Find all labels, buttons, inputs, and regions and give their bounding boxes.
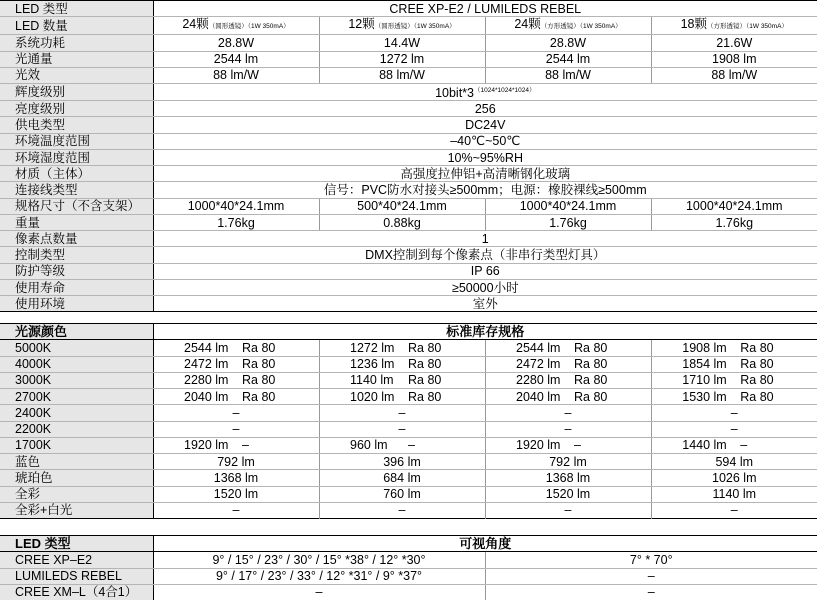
- color-row: [0, 502, 817, 518]
- color-value: [651, 356, 817, 372]
- row-label: 使用寿命: [0, 279, 153, 295]
- color-value: 1520 lm: [485, 486, 651, 502]
- row-label: 2400K: [0, 405, 153, 421]
- flux-pair: [682, 341, 786, 355]
- spec-value-text: 256: [474, 101, 496, 116]
- flux-value: 960 lm: [350, 438, 388, 453]
- color-value: –: [153, 405, 319, 421]
- row-label: 供电类型: [0, 117, 153, 133]
- row-label: LED 类型: [0, 1, 153, 17]
- spec-value-text: 高强度拉伸铝+高清晰钢化玻璃: [400, 166, 571, 181]
- ra-value: Ra 80: [740, 389, 774, 404]
- spec-row-power: [0, 35, 817, 51]
- flux-value: 2544 lm: [184, 340, 229, 355]
- color-row: [0, 372, 817, 388]
- flux-pair: [184, 357, 288, 371]
- color-value: –: [730, 503, 738, 518]
- color-row: [0, 340, 817, 356]
- color-value: [319, 437, 485, 453]
- flux-pair: [350, 373, 454, 387]
- spec-value-text: 10%~95%RH: [447, 150, 523, 165]
- color-value: [651, 372, 817, 388]
- color-value: [485, 437, 651, 453]
- row-label: 光通量: [0, 51, 153, 67]
- color-value: 684 lm: [319, 470, 485, 486]
- color-value: [153, 372, 319, 388]
- flux-value: 2280 lm: [516, 373, 561, 388]
- color-table: [0, 323, 817, 519]
- angle-left: 9° / 17° / 23° / 33° / 12° *31° / 9° *37°: [153, 568, 485, 584]
- spec-row-life: [0, 279, 817, 295]
- color-value: 760 lm: [319, 486, 485, 502]
- flux-pair: [682, 390, 786, 404]
- color-row: [0, 454, 817, 470]
- color-value: [651, 437, 817, 453]
- spec-value: [153, 84, 817, 101]
- angle-right: 7° * 70°: [485, 552, 817, 568]
- color-value: 1026 lm: [651, 470, 817, 486]
- row-label: 全彩+白光: [0, 502, 153, 518]
- row-label: 2700K: [0, 389, 153, 405]
- spec-row-pixels: [0, 231, 817, 247]
- spec-value: 14.4W: [319, 35, 485, 51]
- color-value: [485, 389, 651, 405]
- ra-value: Ra 80: [574, 373, 608, 388]
- spec-row-humidity: [0, 149, 817, 165]
- color-value: 1368 lm: [153, 470, 319, 486]
- color-value: [153, 340, 319, 356]
- flux-pair: [184, 438, 288, 452]
- flux-pair: [516, 390, 620, 404]
- row-label: 系统功耗: [0, 35, 153, 51]
- flux-value: 2280 lm: [184, 373, 229, 388]
- flux-pair: [516, 357, 620, 371]
- flux-value: 1440 lm: [682, 438, 727, 453]
- row-label: 蓝色: [0, 454, 153, 470]
- ra-value: Ra 80: [242, 340, 276, 355]
- spec-value: [153, 1, 817, 17]
- color-value: [319, 389, 485, 405]
- ra-value: –: [740, 438, 748, 453]
- spec-value: [153, 117, 817, 133]
- color-value: –: [651, 421, 817, 437]
- spec-row-supply: [0, 117, 817, 133]
- led-count-cell: [319, 17, 485, 35]
- flux-value: 1020 lm: [350, 389, 395, 404]
- color-header-row: [0, 324, 817, 340]
- row-label: 防护等级: [0, 263, 153, 279]
- row-label: 连接线类型: [0, 182, 153, 198]
- flux-pair: [350, 438, 454, 452]
- spec-value: 0.88kg: [319, 214, 485, 230]
- spec-value: 1000*40*24.1mm: [485, 198, 651, 214]
- color-value: [485, 356, 651, 372]
- ra-value: –: [242, 438, 249, 453]
- flux-value: 2040 lm: [184, 389, 229, 404]
- ra-value: Ra 80: [242, 373, 276, 388]
- angle-header-title: 可视角度: [153, 536, 817, 552]
- spec-value: 1.76kg: [485, 214, 651, 230]
- flux-pair: [516, 438, 620, 452]
- row-label: 材质（主体）: [0, 166, 153, 182]
- spec-row-temp: [0, 133, 817, 149]
- row-label: 控制类型: [0, 247, 153, 263]
- spec-value-text: DMX控制到每个像素点（非串行类型灯具）: [365, 248, 606, 263]
- flux-pair: [184, 390, 288, 404]
- spec-value: [153, 279, 817, 295]
- spec-value: [153, 247, 817, 263]
- color-row: [0, 437, 817, 453]
- color-value: 792 lm: [485, 454, 651, 470]
- row-label: 规格尺寸（不含支架）: [0, 198, 153, 214]
- spec-row-gray: [0, 84, 817, 101]
- led-count-cell: [153, 17, 319, 35]
- angle-row: [0, 584, 817, 600]
- spec-row-led-count: [0, 17, 817, 35]
- led-count: 24颗: [182, 17, 209, 32]
- spec-value-note: （1024*1024*1024）: [474, 87, 536, 94]
- flux-pair: [516, 373, 620, 387]
- ra-value: Ra 80: [408, 357, 442, 372]
- spec-value: 88 lm/W: [485, 67, 651, 83]
- led-count-cell: [651, 17, 817, 35]
- flux-value: 1920 lm: [184, 438, 229, 453]
- ra-value: Ra 80: [574, 340, 608, 355]
- row-label: LED 类型: [0, 536, 153, 552]
- angle-row: [0, 568, 817, 584]
- spec-value-text: DC24V: [465, 118, 506, 133]
- spec-row-weight: [0, 214, 817, 230]
- spec-row-material: [0, 166, 817, 182]
- color-value: 594 lm: [651, 454, 817, 470]
- spec-value: 1000*40*24.1mm: [651, 198, 817, 214]
- spec-value: [153, 101, 817, 117]
- row-label: 4000K: [0, 356, 153, 372]
- color-value: –: [485, 421, 651, 437]
- flux-pair: [516, 341, 620, 355]
- flux-value: 1908 lm: [682, 340, 727, 355]
- spec-value-text: CREE XP-E2 / LUMILEDS REBEL: [389, 1, 582, 16]
- color-value: –: [319, 502, 485, 518]
- spec-value: 28.8W: [485, 35, 651, 51]
- color-value: [319, 372, 485, 388]
- flux-value: 1710 lm: [682, 373, 727, 388]
- row-label: 光源颜色: [0, 324, 153, 340]
- row-label: LED 数量: [0, 17, 153, 35]
- color-value: [153, 437, 319, 453]
- flux-value: 2040 lm: [516, 389, 561, 404]
- spec-row-ip: [0, 263, 817, 279]
- row-label: 辉度级别: [0, 84, 153, 101]
- row-label: 环境温度范围: [0, 133, 153, 149]
- led-count-note: （圆形透镜）（1W 350mA）: [374, 23, 456, 31]
- ra-value: –: [574, 438, 581, 453]
- color-row: [0, 389, 817, 405]
- flux-pair: [682, 357, 786, 371]
- color-row: [0, 470, 817, 486]
- ra-value: Ra 80: [408, 340, 442, 355]
- row-label: 光效: [0, 67, 153, 83]
- color-value: 1140 lm: [651, 486, 817, 502]
- led-count: 12颗: [348, 17, 375, 32]
- spec-value: 88 lm/W: [319, 67, 485, 83]
- spec-value: 2544 lm: [485, 51, 651, 67]
- ra-value: Ra 80: [242, 389, 276, 404]
- flux-pair: [350, 341, 454, 355]
- ra-value: Ra 80: [574, 357, 608, 372]
- color-value: –: [319, 405, 485, 421]
- ra-value: Ra 80: [408, 389, 442, 404]
- flux-value: 2472 lm: [184, 357, 229, 372]
- spec-row-flux: [0, 51, 817, 67]
- spec-value-text: IP 66: [470, 264, 500, 279]
- color-value: –: [485, 405, 651, 421]
- flux-pair: [184, 373, 288, 387]
- color-value: [153, 389, 319, 405]
- color-value: [485, 372, 651, 388]
- spec-row-control: [0, 247, 817, 263]
- row-label: CREE XP–E2: [0, 552, 153, 568]
- flux-value: 2472 lm: [516, 357, 561, 372]
- led-count-note: （方形透镜）（1W 350mA）: [540, 23, 622, 31]
- color-row: [0, 486, 817, 502]
- ra-value: Ra 80: [242, 357, 276, 372]
- ra-value: –: [408, 438, 415, 453]
- row-label: 全彩: [0, 486, 153, 502]
- color-value: 1368 lm: [485, 470, 651, 486]
- color-value: –: [319, 421, 485, 437]
- color-value: [651, 340, 817, 356]
- row-label: 重量: [0, 214, 153, 230]
- spec-row-led-type: [0, 1, 817, 17]
- spec-value: [153, 296, 817, 312]
- spec-value: 2544 lm: [153, 51, 319, 67]
- angle-left: –: [153, 584, 485, 600]
- led-count-cell: [485, 17, 651, 35]
- ra-value: Ra 80: [740, 340, 774, 355]
- color-value: 396 lm: [319, 454, 485, 470]
- row-label: 1700K: [0, 437, 153, 453]
- spec-value: 88 lm/W: [153, 67, 319, 83]
- spec-value: [153, 231, 817, 247]
- flux-pair: [350, 357, 454, 371]
- spec-value: [153, 182, 817, 198]
- spec-row-efficacy: [0, 67, 817, 83]
- spec-value-text: 信号：PVC防水对接头≥500mm；电源：橡胶裸线≥500mm: [323, 183, 647, 198]
- flux-pair: [350, 390, 454, 404]
- angle-right: –: [485, 568, 817, 584]
- spec-value: 28.8W: [153, 35, 319, 51]
- spec-value-text: 室外: [472, 296, 498, 311]
- color-row: [0, 405, 817, 421]
- spec-value: 1.76kg: [651, 214, 817, 230]
- color-value: –: [153, 421, 319, 437]
- angle-header-row: [0, 536, 817, 552]
- flux-value: 1272 lm: [350, 340, 395, 355]
- spec-value: 1272 lm: [319, 51, 485, 67]
- ra-value: Ra 80: [408, 373, 442, 388]
- color-value: 792 lm: [153, 454, 319, 470]
- spec-row-size: [0, 198, 817, 214]
- spec-value: 21.6W: [651, 35, 817, 51]
- spec-value: 1.76kg: [153, 214, 319, 230]
- row-label: 环境湿度范围: [0, 149, 153, 165]
- color-row: [0, 421, 817, 437]
- color-value: 1520 lm: [153, 486, 319, 502]
- spec-row-env: [0, 296, 817, 312]
- angle-right: –: [647, 585, 655, 600]
- row-label: 亮度级别: [0, 101, 153, 117]
- row-label: 2200K: [0, 421, 153, 437]
- row-label: 像素点数量: [0, 231, 153, 247]
- spec-value-text: 10bit*3: [435, 86, 475, 101]
- color-value: [319, 356, 485, 372]
- flux-pair: [682, 373, 786, 387]
- color-value: [153, 356, 319, 372]
- color-row: [0, 356, 817, 372]
- spec-value: 1000*40*24.1mm: [153, 198, 319, 214]
- row-label: 5000K: [0, 340, 153, 356]
- spec-value: 500*40*24.1mm: [319, 198, 485, 214]
- angle-table: [0, 535, 817, 600]
- color-value: [319, 340, 485, 356]
- flux-value: 1920 lm: [516, 438, 561, 453]
- angle-row: [0, 552, 817, 568]
- flux-pair: [682, 438, 786, 452]
- led-count-note: （圆形透镜）（1W 350mA）: [208, 23, 290, 31]
- color-value: [485, 340, 651, 356]
- color-value: [651, 389, 817, 405]
- spec-value: 88 lm/W: [651, 67, 817, 83]
- spec-row-cable: [0, 182, 817, 198]
- flux-value: 1530 lm: [682, 389, 727, 404]
- row-label: 3000K: [0, 372, 153, 388]
- row-label: 使用环境: [0, 296, 153, 312]
- flux-value: 1140 lm: [350, 373, 394, 388]
- led-count-note: （方形透镜）（1W 350mA）: [707, 23, 788, 31]
- spec-value: [153, 133, 817, 149]
- flux-value: 1854 lm: [682, 357, 727, 372]
- ra-value: Ra 80: [574, 389, 608, 404]
- row-label: 琥珀色: [0, 470, 153, 486]
- ra-value: Ra 80: [740, 357, 774, 372]
- row-label: CREE XM–L（4合1）: [0, 584, 153, 600]
- flux-value: 2544 lm: [516, 340, 561, 355]
- color-value: –: [651, 405, 817, 421]
- color-header-title: 标准库存规格: [153, 324, 817, 340]
- spec-value: [153, 149, 817, 165]
- ra-value: Ra 80: [740, 373, 774, 388]
- spec-value-text: ≥50000小时: [451, 280, 519, 295]
- spec-row-brightness: [0, 101, 817, 117]
- led-count: 24颗: [514, 17, 541, 32]
- spec-value: [153, 166, 817, 182]
- spec-value: 1908 lm: [651, 51, 817, 67]
- row-label: LUMILEDS REBEL: [0, 568, 153, 584]
- spec-value: [153, 263, 817, 279]
- spec-value-text: –40℃~50℃: [450, 134, 521, 149]
- flux-value: 1236 lm: [350, 357, 395, 372]
- color-value: –: [153, 502, 319, 518]
- led-count: 18颗: [680, 17, 708, 32]
- flux-pair: [184, 341, 288, 355]
- spec-value-text: 1: [481, 231, 489, 246]
- angle-left: 9° / 15° / 23° / 30° / 15° *38° / 12° *30°: [153, 552, 485, 568]
- color-value: –: [485, 502, 651, 518]
